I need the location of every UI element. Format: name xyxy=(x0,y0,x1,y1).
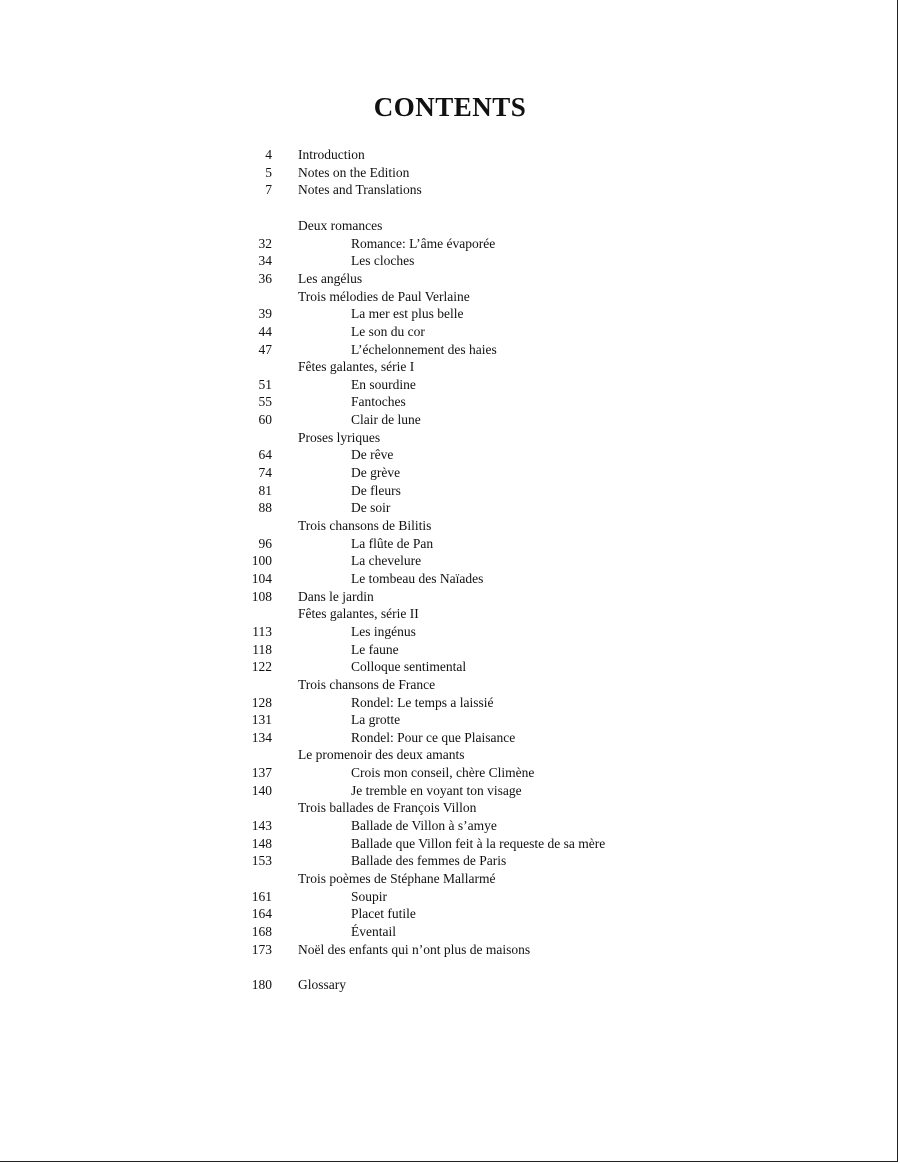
toc-entry xyxy=(0,764,900,782)
toc-page-number: 100 xyxy=(251,553,272,569)
toc-page-number: 64 xyxy=(258,447,272,463)
toc-entry-title: Trois chansons de France xyxy=(298,676,436,692)
toc-page-number: 88 xyxy=(258,500,272,516)
toc-entry xyxy=(0,641,900,659)
toc-page-number: 108 xyxy=(251,588,272,604)
toc-page-number: 96 xyxy=(258,535,272,551)
toc-entry xyxy=(0,482,900,500)
toc-page-number: 134 xyxy=(251,729,272,745)
toc-entry xyxy=(0,658,900,676)
toc-entry xyxy=(0,835,900,853)
toc-entry xyxy=(0,729,900,747)
toc-entry xyxy=(0,746,900,764)
toc-page-number: 39 xyxy=(258,306,272,322)
toc-subentry-title: Je tremble en voyant ton visage xyxy=(351,782,522,798)
toc-subentry-title: La chevelure xyxy=(351,553,422,569)
toc-entry xyxy=(0,870,900,888)
toc-entry xyxy=(0,570,900,588)
toc-entry-title: Noël des enfants qui n’ont plus de maisons xyxy=(298,941,531,957)
toc-subentry-title: De soir xyxy=(351,500,391,516)
toc-entry xyxy=(0,270,900,288)
toc-page-number: 44 xyxy=(258,323,272,339)
toc-entry-title: Introduction xyxy=(298,147,365,162)
toc-subentry-title: Soupir xyxy=(351,888,388,904)
toc-subentry-title: Ballade des femmes de Paris xyxy=(351,853,507,869)
toc-subentry-title: La flûte de Pan xyxy=(351,535,434,551)
toc-entry xyxy=(0,341,900,359)
toc-entry xyxy=(0,852,900,870)
toc-page-number: 36 xyxy=(258,270,272,286)
toc-entry xyxy=(0,799,900,817)
toc-page-number: 140 xyxy=(251,782,272,798)
toc-subentry-title: De rêve xyxy=(351,447,394,463)
toc-entry xyxy=(0,217,900,235)
toc-subentry-title: La mer est plus belle xyxy=(351,306,464,322)
toc-entry xyxy=(0,464,900,482)
toc-subentry-title: Fantoches xyxy=(351,394,406,410)
toc-page-number: 164 xyxy=(251,906,272,922)
toc-entry-title: Deux romances xyxy=(298,218,383,233)
toc-entry-title: Glossary xyxy=(298,977,346,993)
toc-entry xyxy=(0,588,900,606)
toc-subentry-title: Le son du cor xyxy=(351,323,425,339)
toc-entry xyxy=(0,605,900,623)
toc-entry-title: Fêtes galantes, série II xyxy=(298,606,419,622)
toc-entry xyxy=(0,535,900,553)
toc-entry xyxy=(0,694,900,712)
toc-subentry-title: Le tombeau des Naïades xyxy=(351,570,484,586)
toc-subentry-title: Crois mon conseil, chère Climène xyxy=(351,765,535,781)
toc-entry xyxy=(0,499,900,517)
toc-entry xyxy=(0,446,900,464)
toc-entry-title: Trois ballades de François Villon xyxy=(298,800,477,816)
toc-subentry-title: Placet futile xyxy=(351,906,416,922)
toc-entry xyxy=(0,782,900,800)
toc-entry xyxy=(0,429,900,447)
toc-entry xyxy=(0,817,900,835)
toc-entry xyxy=(0,905,900,923)
toc-entry xyxy=(0,888,900,906)
toc-entry xyxy=(0,376,900,394)
toc-entry-title: Proses lyriques xyxy=(298,429,381,445)
toc-page-number: 32 xyxy=(258,235,272,251)
toc-entry-title: Fêtes galantes, série I xyxy=(298,359,415,375)
toc-page-number: 118 xyxy=(252,641,272,657)
toc-subentry-title: Éventail xyxy=(351,923,396,939)
toc-page-number: 104 xyxy=(251,570,272,586)
toc-entry xyxy=(0,181,900,199)
toc-subentry-title: La grotte xyxy=(351,712,401,728)
toc-page-number: 153 xyxy=(251,853,272,869)
toc-page-number: 161 xyxy=(251,888,272,904)
toc-entry-title: Trois chansons de Bilitis xyxy=(298,518,432,533)
toc-entry xyxy=(0,517,900,535)
toc-subentry-title: Clair de lune xyxy=(351,412,421,428)
toc-page-number: 60 xyxy=(258,412,272,428)
toc-entry-title: Notes on the Edition xyxy=(298,164,410,180)
toc-page-number: 34 xyxy=(258,253,272,269)
toc-entry xyxy=(0,323,900,341)
toc-page-number: 143 xyxy=(251,818,272,833)
toc-subentry-title: De grève xyxy=(351,465,401,480)
toc-entry-title: Le promenoir des deux amants xyxy=(298,747,465,763)
toc-entry-title: Les angélus xyxy=(298,270,363,286)
toc-entry xyxy=(0,252,900,270)
toc-page-number: 51 xyxy=(258,376,272,392)
toc-page-number: 128 xyxy=(251,694,272,710)
toc-page-number: 168 xyxy=(251,923,272,939)
toc-page-number: 180 xyxy=(251,977,272,993)
toc-entry xyxy=(0,411,900,429)
toc-entry xyxy=(0,676,900,694)
toc-entry xyxy=(0,305,900,323)
toc-subentry-title: Rondel: Pour ce que Plaisance xyxy=(351,729,516,745)
toc-entry-title: Trois mélodies de Paul Verlaine xyxy=(298,288,470,304)
toc-page-number: 55 xyxy=(258,394,272,410)
page-title: CONTENTS xyxy=(373,92,527,122)
toc-page-number: 173 xyxy=(251,941,272,957)
toc-subentry-title: Romance: L’âme évaporée xyxy=(351,235,496,251)
toc-entry xyxy=(0,552,900,570)
toc-page-number: 137 xyxy=(251,765,272,781)
toc-page-number: 81 xyxy=(258,482,272,498)
toc-entry xyxy=(0,976,900,994)
toc-subentry-title: En sourdine xyxy=(351,376,416,392)
toc-page-number: 4 xyxy=(265,147,272,162)
toc-page-number: 47 xyxy=(258,341,272,357)
toc-entry xyxy=(0,623,900,641)
toc-entry xyxy=(0,164,900,182)
toc-entry xyxy=(0,235,900,253)
toc-subentry-title: Les ingénus xyxy=(351,623,416,639)
toc-page-number: 148 xyxy=(251,835,272,851)
toc-subentry-title: Rondel: Le temps a laissié xyxy=(351,694,494,710)
toc-page-number: 113 xyxy=(252,623,272,639)
toc-entry-title: Notes and Translations xyxy=(298,182,422,198)
toc-entry xyxy=(0,923,900,941)
toc-subentry-title: Ballade que Villon feit à la requeste de sa mère xyxy=(351,835,606,851)
toc-subentry-title: Ballade de Villon à s’amye xyxy=(351,818,497,833)
toc-entry-title: Dans le jardin xyxy=(298,588,374,604)
toc-page-number: 74 xyxy=(258,465,272,480)
toc-entry xyxy=(0,288,900,306)
toc-subentry-title: L’échelonnement des haies xyxy=(351,341,497,357)
toc-entry xyxy=(0,146,900,164)
toc-entry-title: Trois poèmes de Stéphane Mallarmé xyxy=(298,871,496,886)
toc-subentry-title: Les cloches xyxy=(351,253,415,269)
toc-entry xyxy=(0,393,900,411)
toc-page-number: 131 xyxy=(251,712,272,728)
toc-subentry-title: Le faune xyxy=(351,641,399,657)
toc-entry xyxy=(0,358,900,376)
toc-entry xyxy=(0,711,900,729)
toc-page-number: 122 xyxy=(251,659,272,675)
toc-entry xyxy=(0,941,900,959)
toc-page-number: 5 xyxy=(265,164,272,180)
toc-page-number: 7 xyxy=(265,182,272,198)
toc-subentry-title: De fleurs xyxy=(351,482,401,498)
toc-subentry-title: Colloque sentimental xyxy=(351,659,467,675)
